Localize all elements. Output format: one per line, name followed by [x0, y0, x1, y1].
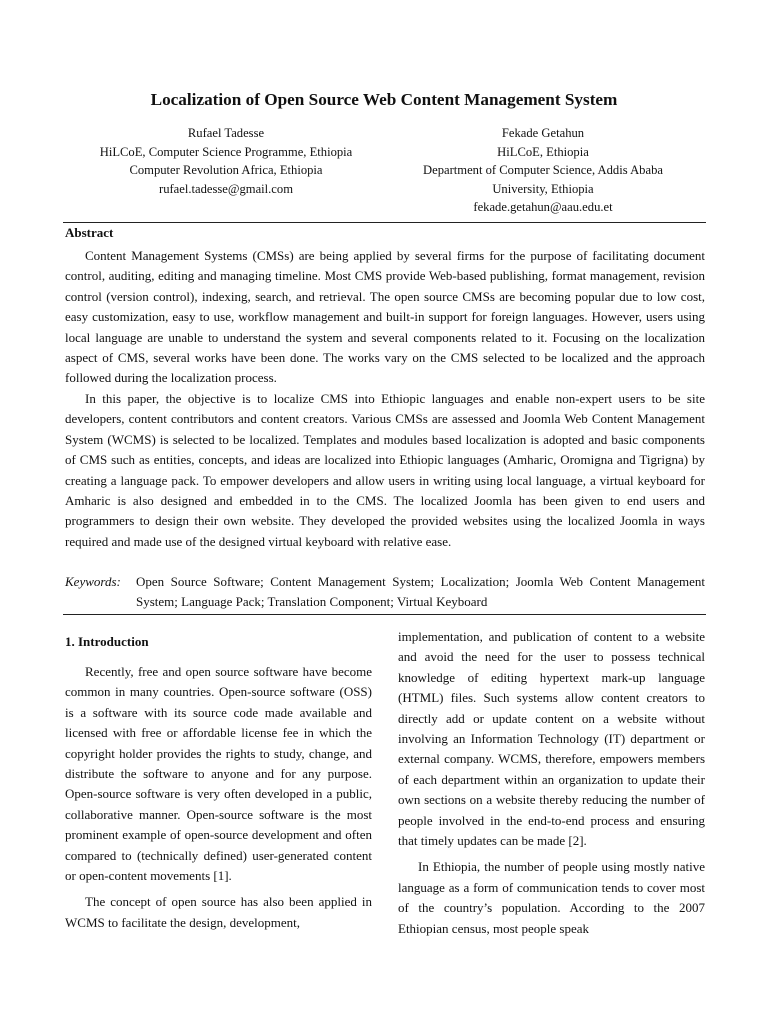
body-paragraph: The concept of open source has also been applied in WCMS to facilitate the design, development,: [65, 894, 372, 930]
author-affiliation: HiLCoE, Ethiopia: [497, 144, 589, 159]
abstract-heading: Abstract: [65, 225, 114, 240]
abstract-paragraph: In this paper, the objective is to localize CMS into Ethiopic languages and enable non-expert users to be site developers, content contributors and content creators. Various CMSs are assessed and Joomla Web Content Management System (WCMS) is selected to be localized. Templates and modules based localization is adopted and basic components of CMS such as entities, concepts, and ideas are localized into Ethiopic languages (Amharic, Oromigna and Tigrigna) by creating a language pack. To empower developers and allow users in writing using local language, a virtual keyboard for Amharic is also designed and embedded in to the CMS. The localized Joomla has been given to end users and programmers to design their own website. They developed the provided websites using the localized Joomla in ways required and made use of the designed virtual keyboard with relative ease.: [65, 391, 705, 549]
section-heading: 1. Introduction: [65, 634, 149, 649]
divider: [63, 222, 706, 223]
author-affiliation: Computer Revolution Africa, Ethiopia: [129, 163, 323, 178]
divider: [63, 614, 706, 615]
body-paragraph: In Ethiopia, the number of people using mostly native language as a form of communication tends to cover most of the country’s population. According to the 2007 Ethiopian census, most people speak: [398, 859, 705, 936]
author-affiliation: University, Ethiopia: [492, 181, 594, 196]
keywords: [65, 572, 705, 612]
author-affiliation: HiLCoE, Computer Science Programme, Ethiopia: [99, 144, 353, 159]
author-affiliation: Department of Computer Science, Addis Ababa: [423, 163, 663, 178]
paper-title: Localization of Open Source Web Content Management System: [150, 90, 618, 109]
abstract-paragraph: Content Management Systems (CMSs) are being applied by several firms for the purpose of facilitating document control, auditing, editing and managing timeline. Most CMS provide Web-based publishing, format management, revision control (version control), indexing, search, and retrieval. The open source CMSs are becoming popular due to low cost, easy customization, easy to use, workflow management and built-in support for foreign languages. However, users using local language are unable to understand the system and several components related to it. Focusing on the localization aspect of CMS, several works have been done. The works vary on the CMS selected to be localized and the approach followed during the localization process.: [65, 248, 705, 386]
author-email[interactable]: fekade.getahun@aau.edu.et: [473, 200, 613, 215]
author-block-1: [61, 124, 391, 198]
body-paragraph: Recently, free and open source software have become common in many countries. Open-source software (OSS) is a software with its source code made available and licensed with free or affordable license fee in which the copyright holder provides the rights to study, change, and distribute the software to anyone and for any purpose. Open-source software is very often developed in a public, collaborative manner. Open-source software is the most prominent example of open-source development and often compared to (technically defined) user-generated content or open-content movements [1].: [65, 664, 372, 884]
author-block-2: [378, 124, 708, 217]
right-column: [398, 627, 705, 945]
author-email[interactable]: rufael.tadesse@gmail.com: [159, 181, 293, 196]
keywords-label: Keywords:: [65, 574, 121, 589]
left-column: [65, 632, 372, 939]
author-name: Rufael Tadesse: [187, 126, 265, 140]
body-paragraph: implementation, and publication of content to a website and avoid the need for the user to possess technical knowledge of editing hypertext mark-up language (HTML) files. Such systems allow content creators to directly add or update content on a website without involving an Information Technology (IT) department or external company. WCMS, therefore, empowers members of each department within an organization to update their own sections on a website thereby reducing the number of people involved in the end-to-end process and ensuring that timely updates can be made [2].: [398, 629, 705, 849]
author-name: Fekade Getahun: [501, 126, 585, 140]
keywords-text: Open Source Software; Content Management System; Localization; Joomla Web Content Management System; Language Pack; Translation Component; Virtual Keyboard: [136, 574, 705, 609]
